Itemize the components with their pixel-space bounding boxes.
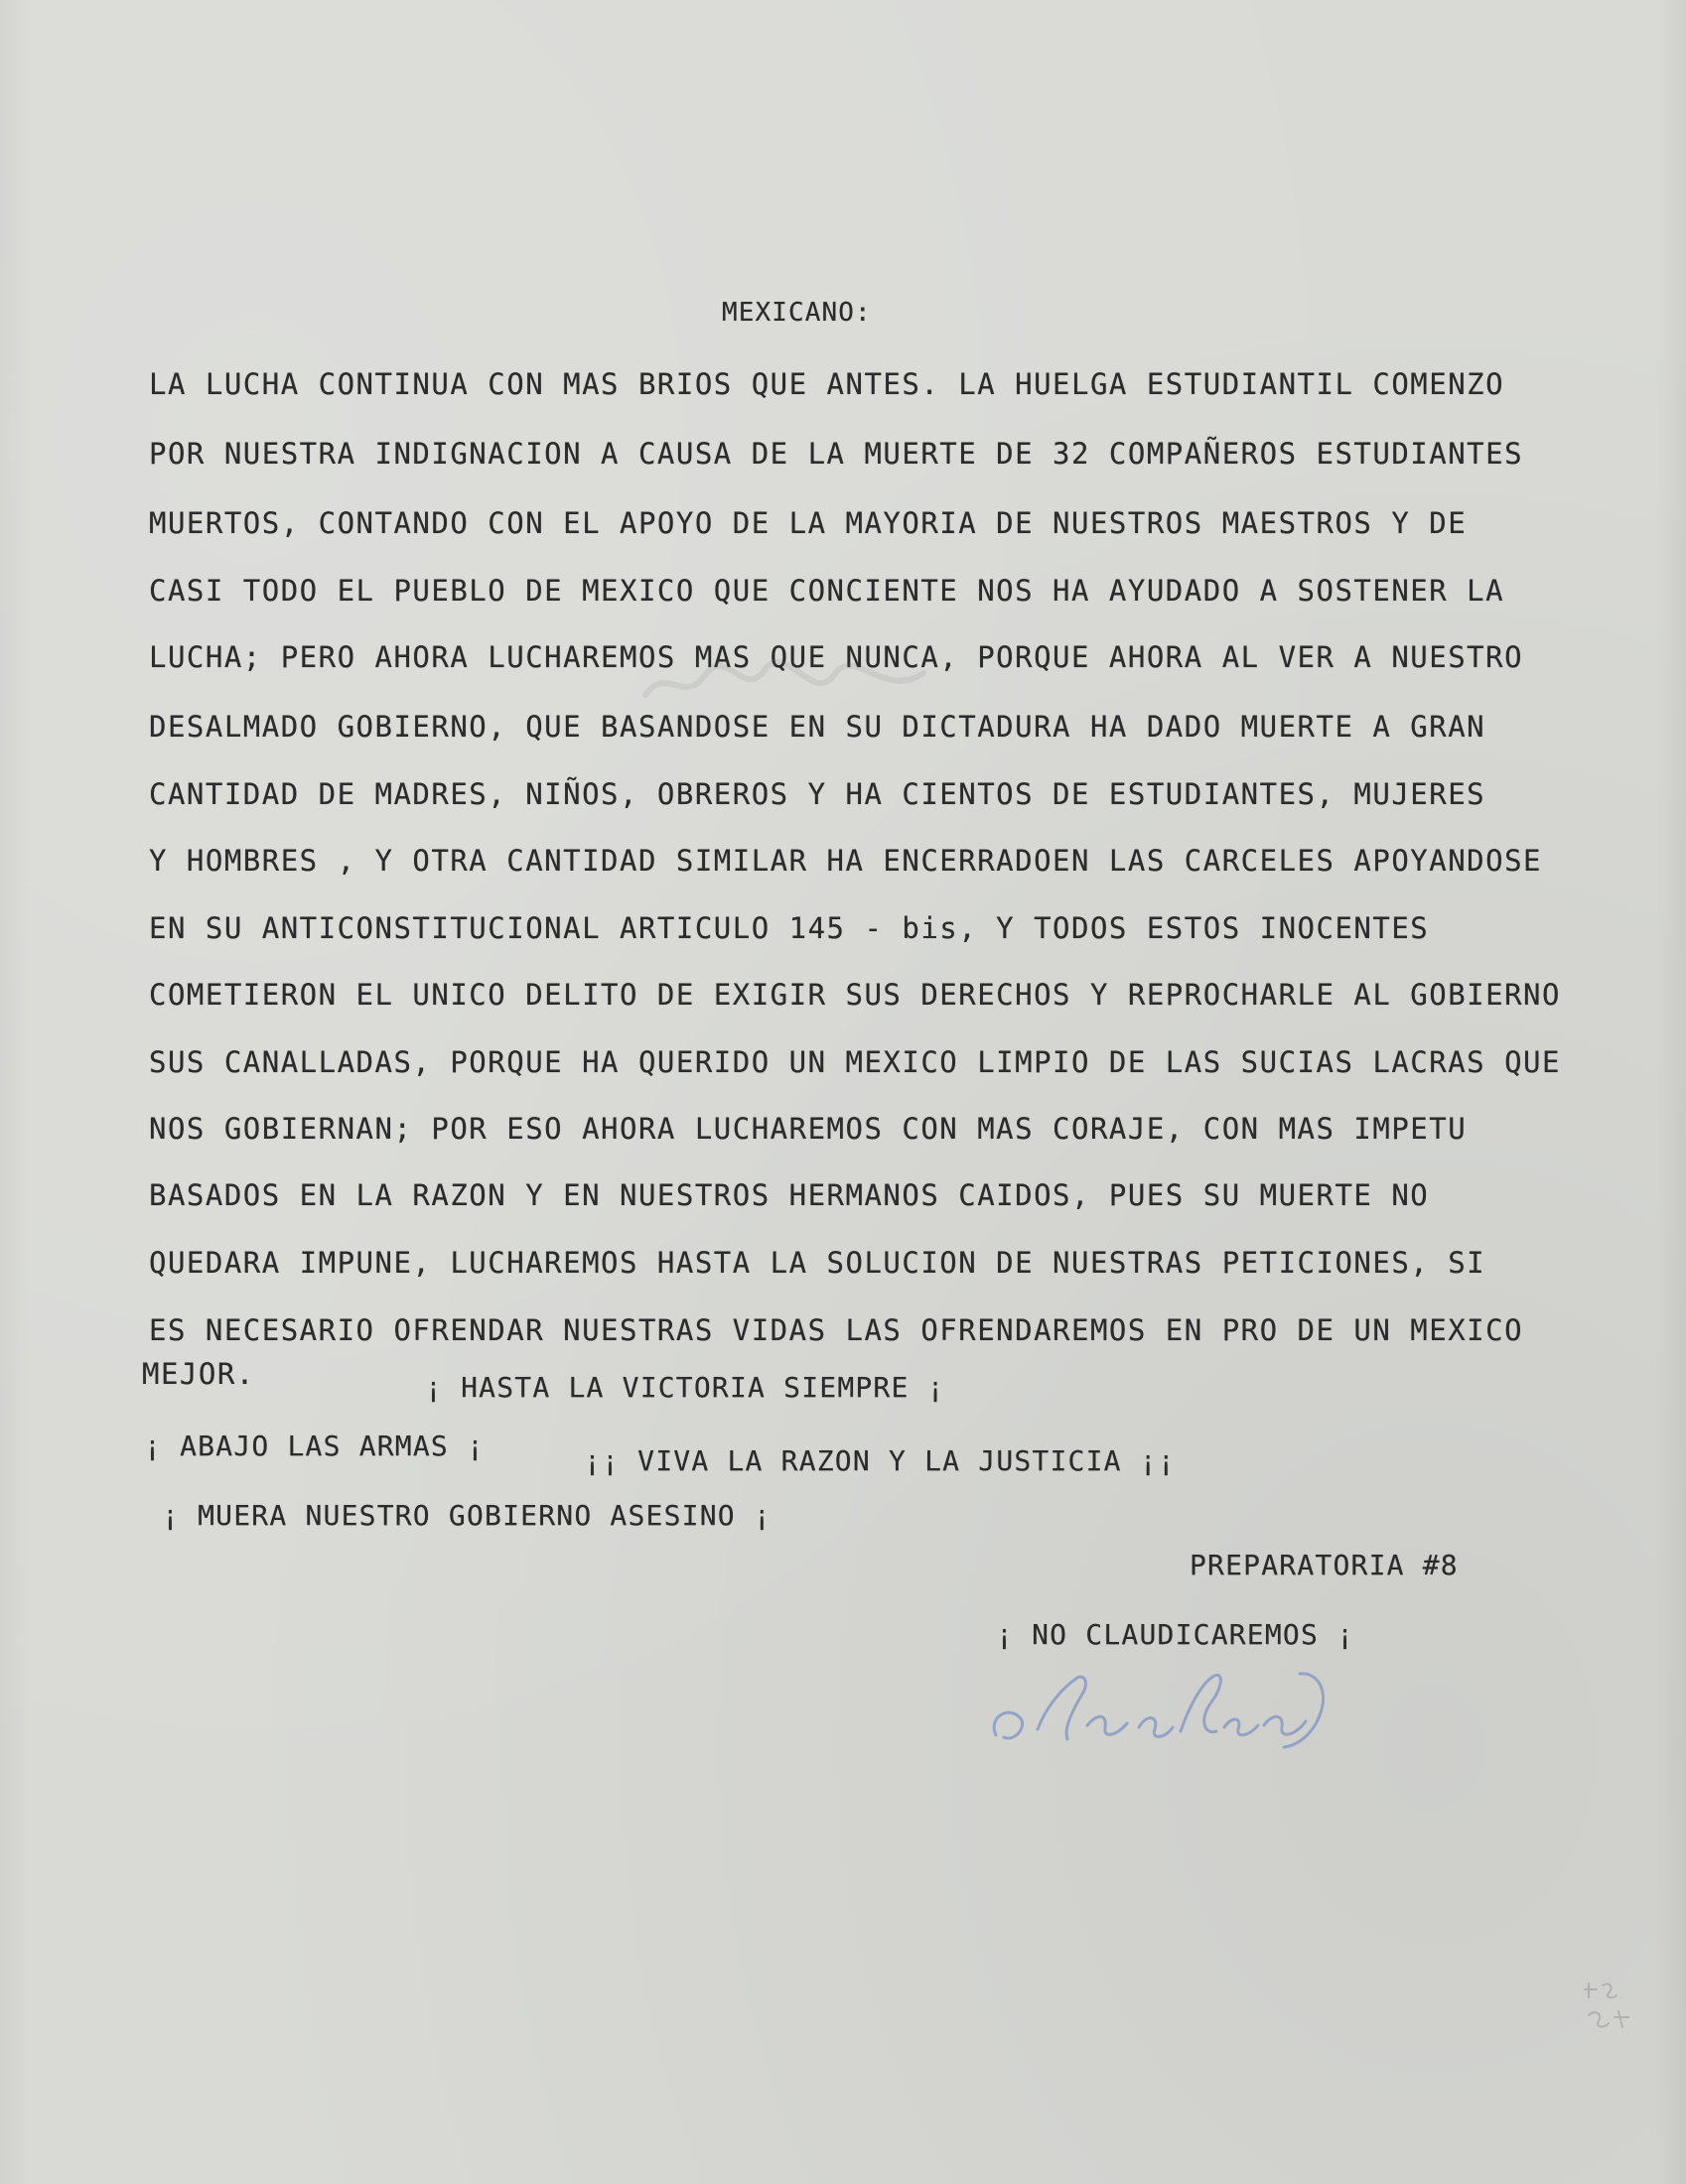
body-line-8: Y HOMBRES , Y OTRA CANTIDAD SIMILAR HA ENCERRADOEN LAS CARCELES APOYANDOSE [149,844,1543,878]
body-line-12: NOS GOBIERNAN; POR ESO AHORA LUCHAREMOS CON MAS CORAJE, CON MAS IMPETU [149,1112,1468,1146]
closing-slogan: ¡ NO CLAUDICAREMOS ¡ [996,1618,1355,1651]
body-line-4: CASI TODO EL PUEBLO DE MEXICO QUE CONCIENTE NOS HA AYUDADO A SOSTENER LA [149,574,1505,608]
slogan-hasta-la-victoria: ¡ HASTA LA VICTORIA SIEMPRE ¡ [425,1371,945,1404]
body-line-7: CANTIDAD DE MADRES, NIÑOS, OBREROS Y HA CIENTOS DE ESTUDIANTES, MUJERES [149,777,1486,811]
body-line-1: LA LUCHA CONTINUA CON MAS BRIOS QUE ANTES. LA HUELGA ESTUDIANTIL COMENZO [149,367,1505,401]
body-line-13: BASADOS EN LA RAZON Y EN NUESTROS HERMANOS CAIDOS, PUES SU MUERTE NO [149,1178,1430,1212]
body-line-9: EN SU ANTICONSTITUCIONAL ARTICULO 145 - bis, Y TODOS ESTOS INOCENTES [149,911,1430,945]
pencil-margin-note [1579,1976,1638,2045]
slogan-muera-gobierno: ¡ MUERA NUESTRO GOBIERNO ASESINO ¡ [162,1499,772,1532]
slogan-viva-la-razon: ¡¡ VIVA LA RAZON Y LA JUSTICIA ¡¡ [584,1444,1176,1477]
body-line-3: MUERTOS, CONTANDO CON EL APOYO DE LA MAYORIA DE NUESTROS MAESTROS Y DE [149,506,1468,540]
body-line-15: ES NECESARIO OFRENDAR NUESTRAS VIDAS LAS OFRENDAREMOS EN PRO DE UN MEXICO [149,1313,1524,1347]
handwritten-signature [968,1648,1345,1757]
body-line-6: DESALMADO GOBIERNO, QUE BASANDOSE EN SU DICTADURA HA DADO MUERTE A GRAN [149,710,1486,744]
body-line-10: COMETIERON EL UNICO DELITO DE EXIGIR SUS DERECHOS Y REPROCHARLE AL GOBIERNO [149,978,1561,1012]
body-line-5: LUCHA; PERO AHORA LUCHAREMOS MAS QUE NUNCA, PORQUE AHORA AL VER A NUESTRO [149,640,1524,674]
body-line-16: MEJOR. [142,1357,255,1391]
body-line-11: SUS CANALLADAS, PORQUE HA QUERIDO UN MEXICO LIMPIO DE LAS SUCIAS LACRAS QUE [149,1045,1561,1079]
body-line-14: QUEDARA IMPUNE, LUCHAREMOS HASTA LA SOLUCION DE NUESTRAS PETICIONES, SI [149,1246,1486,1280]
document-heading: MEXICANO: [722,298,872,328]
slogan-abajo-las-armas: ¡ ABAJO LAS ARMAS ¡ [144,1430,486,1462]
body-line-2: POR NUESTRA INDIGNACION A CAUSA DE LA MUERTE DE 32 COMPAÑEROS ESTUDIANTES [149,437,1524,471]
bleed-through-stain [626,645,943,715]
sender-name: PREPARATORIA #8 [1190,1549,1459,1581]
